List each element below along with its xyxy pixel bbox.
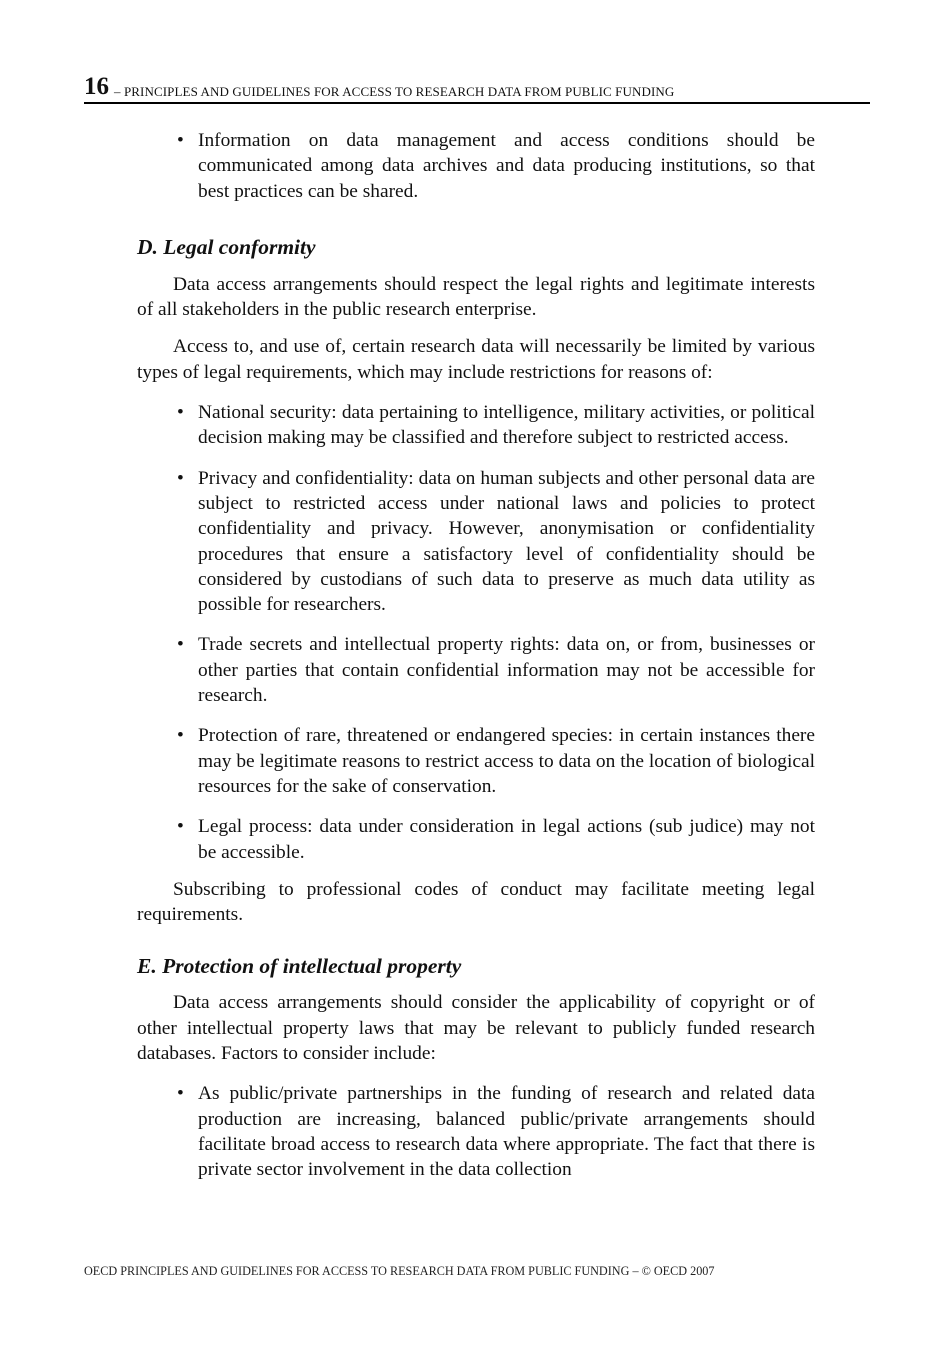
list-item: • Information on data management and access conditions should be communicated among data archives and data producing institutions, so that best practices can be shared. — [177, 130, 815, 202]
running-title: – PRINCIPLES AND GUIDELINES FOR ACCESS TO RESEARCH DATA FROM PUBLIC FUNDING — [114, 84, 675, 99]
bullet-icon: • — [177, 725, 184, 747]
page-number: 16 — [84, 73, 109, 100]
section-heading-d: D. Legal conformity — [137, 234, 316, 259]
bullet-icon: • — [177, 816, 184, 838]
list-item: • As public/private partnerships in the funding of research and related data production are increasing, balanced public/private arrangements should facilitate broad access to research data where appropriate. The fact that there is private sector involvement in the data collection — [177, 1083, 815, 1181]
paragraph: Data access arrangements should consider the applicability of copyright or of other intellectual property laws that may be relevant to publicly funded research databases. Factors to consider include: — [137, 992, 815, 1065]
paragraph: Access to, and use of, certain research data will necessarily be limited by various types of legal requirements, which may include restrictions for reasons of: — [137, 336, 815, 383]
page-body — [137, 128, 815, 1183]
bullet-icon: • — [177, 402, 184, 424]
section-heading-e: E. Protection of intellectual property — [137, 954, 462, 979]
bullet-icon: • — [177, 634, 184, 656]
paragraph: Subscribing to professional codes of conduct may facilitate meeting legal requirements. — [137, 878, 815, 926]
page-footer: OECD PRINCIPLES AND GUIDELINES FOR ACCESS TO RESEARCH DATA FROM PUBLIC FUNDING – © OECD 2007 — [84, 1264, 715, 1278]
bullet-icon: • — [177, 1083, 184, 1105]
paragraph: Data access arrangements should respect the legal rights and legitimate interests of all stakeholders in the public research enterprise. — [137, 273, 815, 321]
bullet-icon: • — [177, 467, 184, 489]
list-item: • Legal process: data under consideration in legal actions (sub judice) may not be accessible. — [177, 816, 815, 863]
bullet-icon: • — [177, 130, 184, 151]
list-item: • National security: data pertaining to intelligence, military activities, or political decision making may be classified and therefore subject to restricted access. — [177, 402, 815, 449]
list-item: • Protection of rare, threatened or endangered species: in certain instances there may be legitimate reasons to restrict access to data on the location of biological resources for the sake of conservation. — [177, 725, 815, 797]
list-item: • Privacy and confidentiality: data on human subjects and other personal data are subject to restricted access under national laws and policies to protect confidentiality and privacy. However, anonymisation or confidentiality procedures that ensure a satisfactory level of confidentiality should be considered by custodians of such data to preserve as much data utility as possible for researchers. — [177, 467, 815, 616]
page-header — [84, 72, 870, 104]
list-item: • Trade secrets and intellectual property rights: data on, or from, businesses or other parties that contain confidential information may not be accessible for research. — [177, 634, 815, 707]
